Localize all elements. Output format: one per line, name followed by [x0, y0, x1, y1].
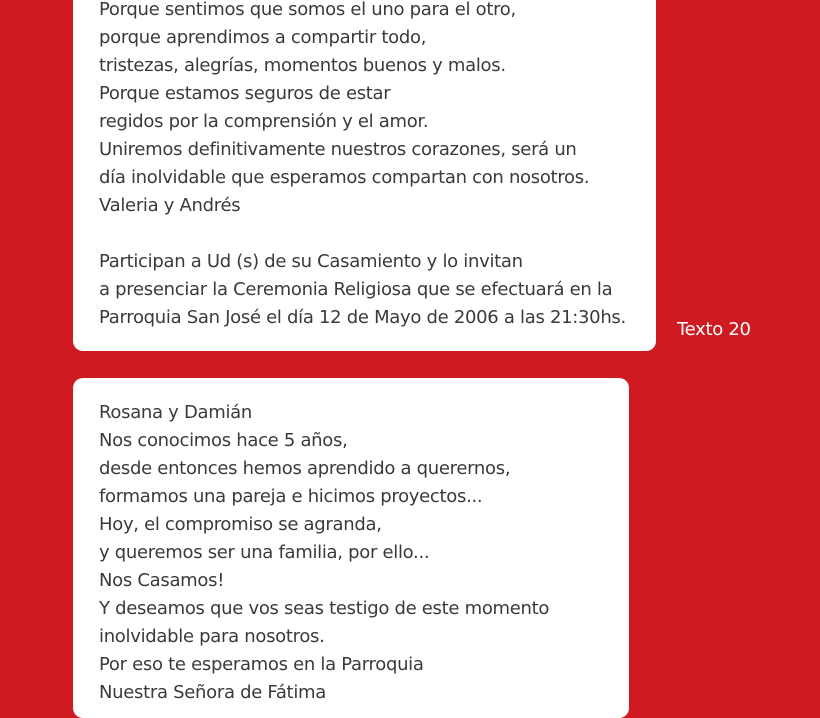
- text-line: Valeria y Andrés: [99, 195, 241, 216]
- text-line: desde entonces hemos aprendido a querernos,: [99, 458, 511, 479]
- text-line: regidos por la comprensión y el amor.: [99, 111, 429, 132]
- text-line: Uniremos definitivamente nuestros corazones, será un: [99, 139, 577, 160]
- text-line: Nuestra Señora de Fátima: [99, 682, 326, 703]
- text-line: Porque estamos seguros de estar: [99, 83, 391, 104]
- text-line: Y deseamos que vos seas testigo de este momento: [99, 598, 550, 619]
- text-line: tristezas, alegrías, momentos buenos y malos.: [99, 55, 506, 76]
- invitation-text-card-2: [73, 378, 629, 718]
- text-line: Porque sentimos que somos el uno para el otro,: [99, 0, 516, 20]
- text-line: porque aprendimos a compartir todo,: [99, 27, 427, 48]
- text-line: día inolvidable que esperamos compartan con nosotros.: [99, 167, 590, 188]
- text-line: Hoy, el compromiso se agranda,: [99, 514, 382, 535]
- text-line: y queremos ser una familia, por ello...: [99, 542, 430, 563]
- text-line: Nos Casamos!: [99, 570, 225, 591]
- text-sample-label: Texto 20: [677, 319, 751, 340]
- text-line: Parroquia San José el día 12 de Mayo de 2006 a las 21:30hs.: [99, 307, 626, 328]
- text-line: formamos una pareja e hicimos proyectos...: [99, 486, 483, 507]
- text-line: Nos conocimos hace 5 años,: [99, 430, 348, 451]
- text-line: Por eso te esperamos en la Parroquia: [99, 654, 424, 675]
- text-line: Participan a Ud (s) de su Casamiento y lo invitan: [99, 251, 523, 272]
- text-line: inolvidable para nosotros.: [99, 626, 325, 647]
- text-line: a presenciar la Ceremonia Religiosa que se efectuará en la: [99, 279, 613, 300]
- blank-line: [99, 220, 656, 248]
- invitation-text-card-1: [73, 0, 656, 351]
- text-line: Rosana y Damián: [99, 402, 253, 423]
